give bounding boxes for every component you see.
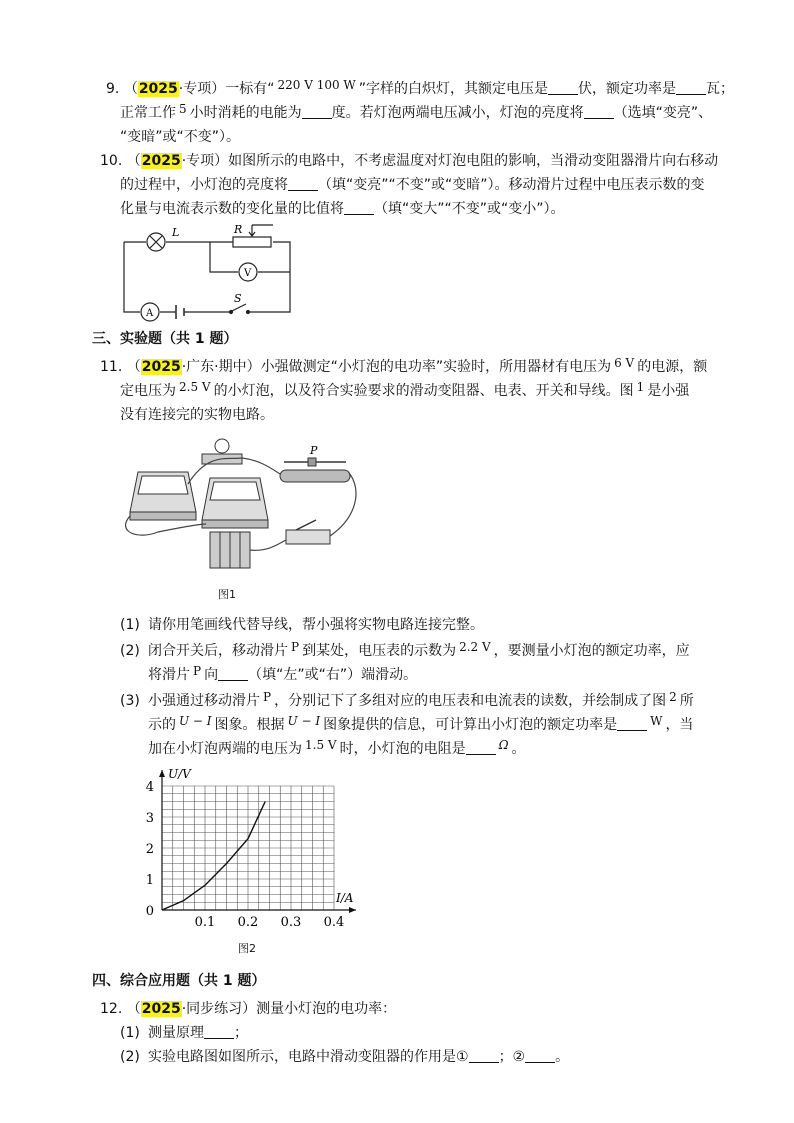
x-tick-label: 0.1 <box>194 915 216 930</box>
answer-blank[interactable] <box>302 104 332 119</box>
y-axis-label: U/V <box>168 767 191 781</box>
answer-blank[interactable] <box>676 80 706 95</box>
slider-label: P <box>310 444 318 457</box>
source-tag-open: （ <box>126 359 141 375</box>
text: 小时消耗的电能为 <box>189 105 302 121</box>
switch-label: S <box>234 292 242 305</box>
text: 的电源，额 <box>637 359 708 375</box>
u-i-symbol: U − I <box>179 714 212 728</box>
answer-blank[interactable] <box>584 104 614 119</box>
text: 时，小灯泡的电阻是 <box>339 741 466 757</box>
answer-blank[interactable] <box>469 1048 499 1063</box>
text: 图象。根据 <box>214 717 285 733</box>
answer-blank[interactable] <box>548 80 578 95</box>
resistor-label: R <box>234 223 243 236</box>
answer-blank[interactable] <box>466 740 496 755</box>
answer-blank[interactable] <box>204 1024 234 1039</box>
text: 如图所示的电路中，不考虑温度对灯泡电阻的影响，当滑动变阻器滑片向右移动 <box>228 153 719 169</box>
text: （选填“变亮”、 <box>613 105 713 121</box>
part-number: (1) <box>120 1025 140 1041</box>
ammeter-label: A <box>146 308 154 319</box>
question-number: 9. <box>106 81 120 97</box>
lamp-label: L <box>172 226 180 239</box>
q10-line-1 <box>100 150 718 172</box>
answer-blank[interactable] <box>344 200 374 215</box>
text: 请你用笔画线代替导线，帮小强将实物电路连接完整。 <box>148 617 484 633</box>
text: 伏，额定功率是 <box>578 81 677 97</box>
q9-line-1 <box>106 78 734 100</box>
answer-blank[interactable] <box>617 716 647 731</box>
text: 一标有“ <box>225 81 275 97</box>
u-i-symbol: U − I <box>287 714 321 728</box>
text: 是小强 <box>647 383 690 399</box>
q9-line-2 <box>120 102 712 124</box>
text: 化量与电流表示数的变化量的比值将 <box>120 201 344 217</box>
text: 将滑片 <box>148 667 190 683</box>
text: 的过程中，小灯泡的亮度将 <box>120 177 288 193</box>
text: 。 <box>511 741 526 757</box>
source-tag: ·同步练习） <box>181 1001 257 1017</box>
unit-ohm: Ω <box>498 738 509 752</box>
section-heading: 四、综合应用题（共 1 题） <box>92 973 266 989</box>
text: 所 <box>679 693 694 709</box>
x-tick-label: 0.4 <box>323 915 345 930</box>
x-tick-label: 0.2 <box>237 915 259 930</box>
source-tag-open: （ <box>126 153 141 169</box>
part-number: (1) <box>120 617 140 633</box>
year-highlight: 2025 <box>141 153 181 169</box>
text: （填“变亮”“不变”或“变暗”）。移动滑片过程中电压表示数的变 <box>318 177 705 193</box>
q11-part-3-line-2 <box>148 714 693 736</box>
answer-blank[interactable] <box>288 176 318 191</box>
text: （填“变大”“不变”或“变小”）。 <box>374 201 565 217</box>
slider-letter: P <box>263 690 272 704</box>
part-number: (2) <box>120 1049 140 1065</box>
text: ，分别记下了多组对应的电压表和电流表的读数，并绘制成了图 <box>274 693 667 709</box>
year-highlight: 2025 <box>138 81 178 97</box>
text: 实验电路图如图所示，电路中滑动变阻器的作用是① <box>148 1049 469 1065</box>
text: 度。若灯泡两端电压减小，灯泡的亮度将 <box>331 105 584 121</box>
voltage-value: 2.2 V <box>459 640 491 654</box>
text: 小强通过移动滑片 <box>148 693 260 709</box>
voltmeter-label: V <box>244 268 252 279</box>
text: ”字样的白炽灯，其额定电压是 <box>358 81 549 97</box>
text: 定电压为 <box>120 383 176 399</box>
y-tick-label: 4 <box>145 780 154 795</box>
source-voltage: 6 V <box>614 356 635 370</box>
rated-voltage: 2.5 V <box>179 380 211 394</box>
figure-ref: 1 <box>636 380 645 394</box>
q12-part-1 <box>120 1022 248 1044</box>
apparatus-illustration <box>118 432 368 577</box>
text: 测量小灯泡的电功率： <box>256 1001 397 1017</box>
figure-2-caption: 图2 <box>238 942 256 955</box>
text: ；② <box>498 1049 526 1065</box>
source-tag: ·专项） <box>178 81 226 97</box>
source-tag: ·广东·期中） <box>181 359 261 375</box>
source-tag: ·专项） <box>181 153 229 169</box>
bulb-spec: 220 V 100 W <box>277 78 356 92</box>
y-tick-label: 2 <box>145 842 154 857</box>
resistor-symbol <box>233 237 271 247</box>
y-tick-label: 0 <box>145 904 154 919</box>
y-tick-label: 1 <box>145 873 154 888</box>
question-number: 11. <box>100 359 123 375</box>
q11-part-2-line-1 <box>120 640 690 662</box>
q12-part-2 <box>120 1046 569 1068</box>
figure-ref: 2 <box>669 690 677 704</box>
battery-symbol <box>176 305 184 319</box>
year-highlight: 2025 <box>141 359 181 375</box>
text: “变暗”或“不变”）。 <box>120 129 241 145</box>
unit-watt: W <box>650 714 663 728</box>
text: 加在小灯泡两端的电压为 <box>148 741 302 757</box>
x-tick-label: 0.3 <box>280 915 302 930</box>
text: 闭合开关后，移动滑片 <box>148 643 288 659</box>
question-number: 10. <box>100 153 123 169</box>
text: 示的 <box>148 717 176 733</box>
text: 小强做测定“小灯泡的电功率”实验时，所用器材有电压为 <box>260 359 612 375</box>
q12-line-1 <box>100 998 396 1020</box>
q11-line-3 <box>120 404 274 426</box>
q11-line-2 <box>120 380 689 402</box>
slider-letter: P <box>291 640 300 654</box>
section-heading: 三、实验题（共 1 题） <box>92 331 238 347</box>
figure-1-caption: 图1 <box>218 588 236 601</box>
part-number: (2) <box>120 643 140 659</box>
q11-part-3-line-1 <box>120 690 694 712</box>
text: ； <box>234 1025 248 1041</box>
switch-symbol <box>232 304 246 311</box>
text: 。 <box>555 1049 570 1065</box>
x-axis-label: I/A <box>336 891 354 905</box>
text: 到某处，电压表的示数为 <box>302 643 457 659</box>
text: 向 <box>204 667 219 683</box>
text: 没有连接完的实物电路。 <box>120 407 274 423</box>
q10-line-3 <box>120 198 565 220</box>
u-i-graph <box>140 764 380 934</box>
q9-line-3 <box>120 126 240 148</box>
x-axis-arrow <box>349 907 356 913</box>
question-number: 12. <box>100 1001 123 1017</box>
q11-part-1 <box>120 614 484 636</box>
q11-line-1 <box>100 356 707 378</box>
text: 测量原理 <box>148 1025 204 1041</box>
y-axis-arrow <box>159 770 165 777</box>
text: 的小灯泡，以及符合实验要求的滑动变阻器、电表、开关和导线。图 <box>213 383 634 399</box>
part-number: (3) <box>120 693 140 709</box>
text: ，要测量小灯泡的额定功率，应 <box>493 643 690 659</box>
text: 图象提供的信息，可计算出小灯泡的额定功率是 <box>323 717 618 733</box>
answer-blank[interactable] <box>218 666 248 681</box>
text: （填“左”或“右”）端滑动。 <box>248 667 418 683</box>
slider-letter: P <box>193 664 202 678</box>
text: 正常工作 <box>120 105 176 121</box>
circuit-diagram <box>118 222 298 322</box>
source-tag-open: （ <box>123 81 138 97</box>
q10-line-2 <box>120 174 705 196</box>
q11-part-3-line-3 <box>148 738 526 760</box>
text: 瓦； <box>706 81 735 97</box>
y-tick-label: 3 <box>145 811 154 826</box>
source-tag-open: （ <box>126 1001 141 1017</box>
answer-blank[interactable] <box>525 1048 555 1063</box>
text: ，当 <box>665 717 694 733</box>
year-highlight: 2025 <box>141 1001 181 1017</box>
voltage-value: 1.5 V <box>305 738 337 752</box>
hours-value: 5 <box>179 102 187 116</box>
q11-part-2-line-2 <box>148 664 417 686</box>
